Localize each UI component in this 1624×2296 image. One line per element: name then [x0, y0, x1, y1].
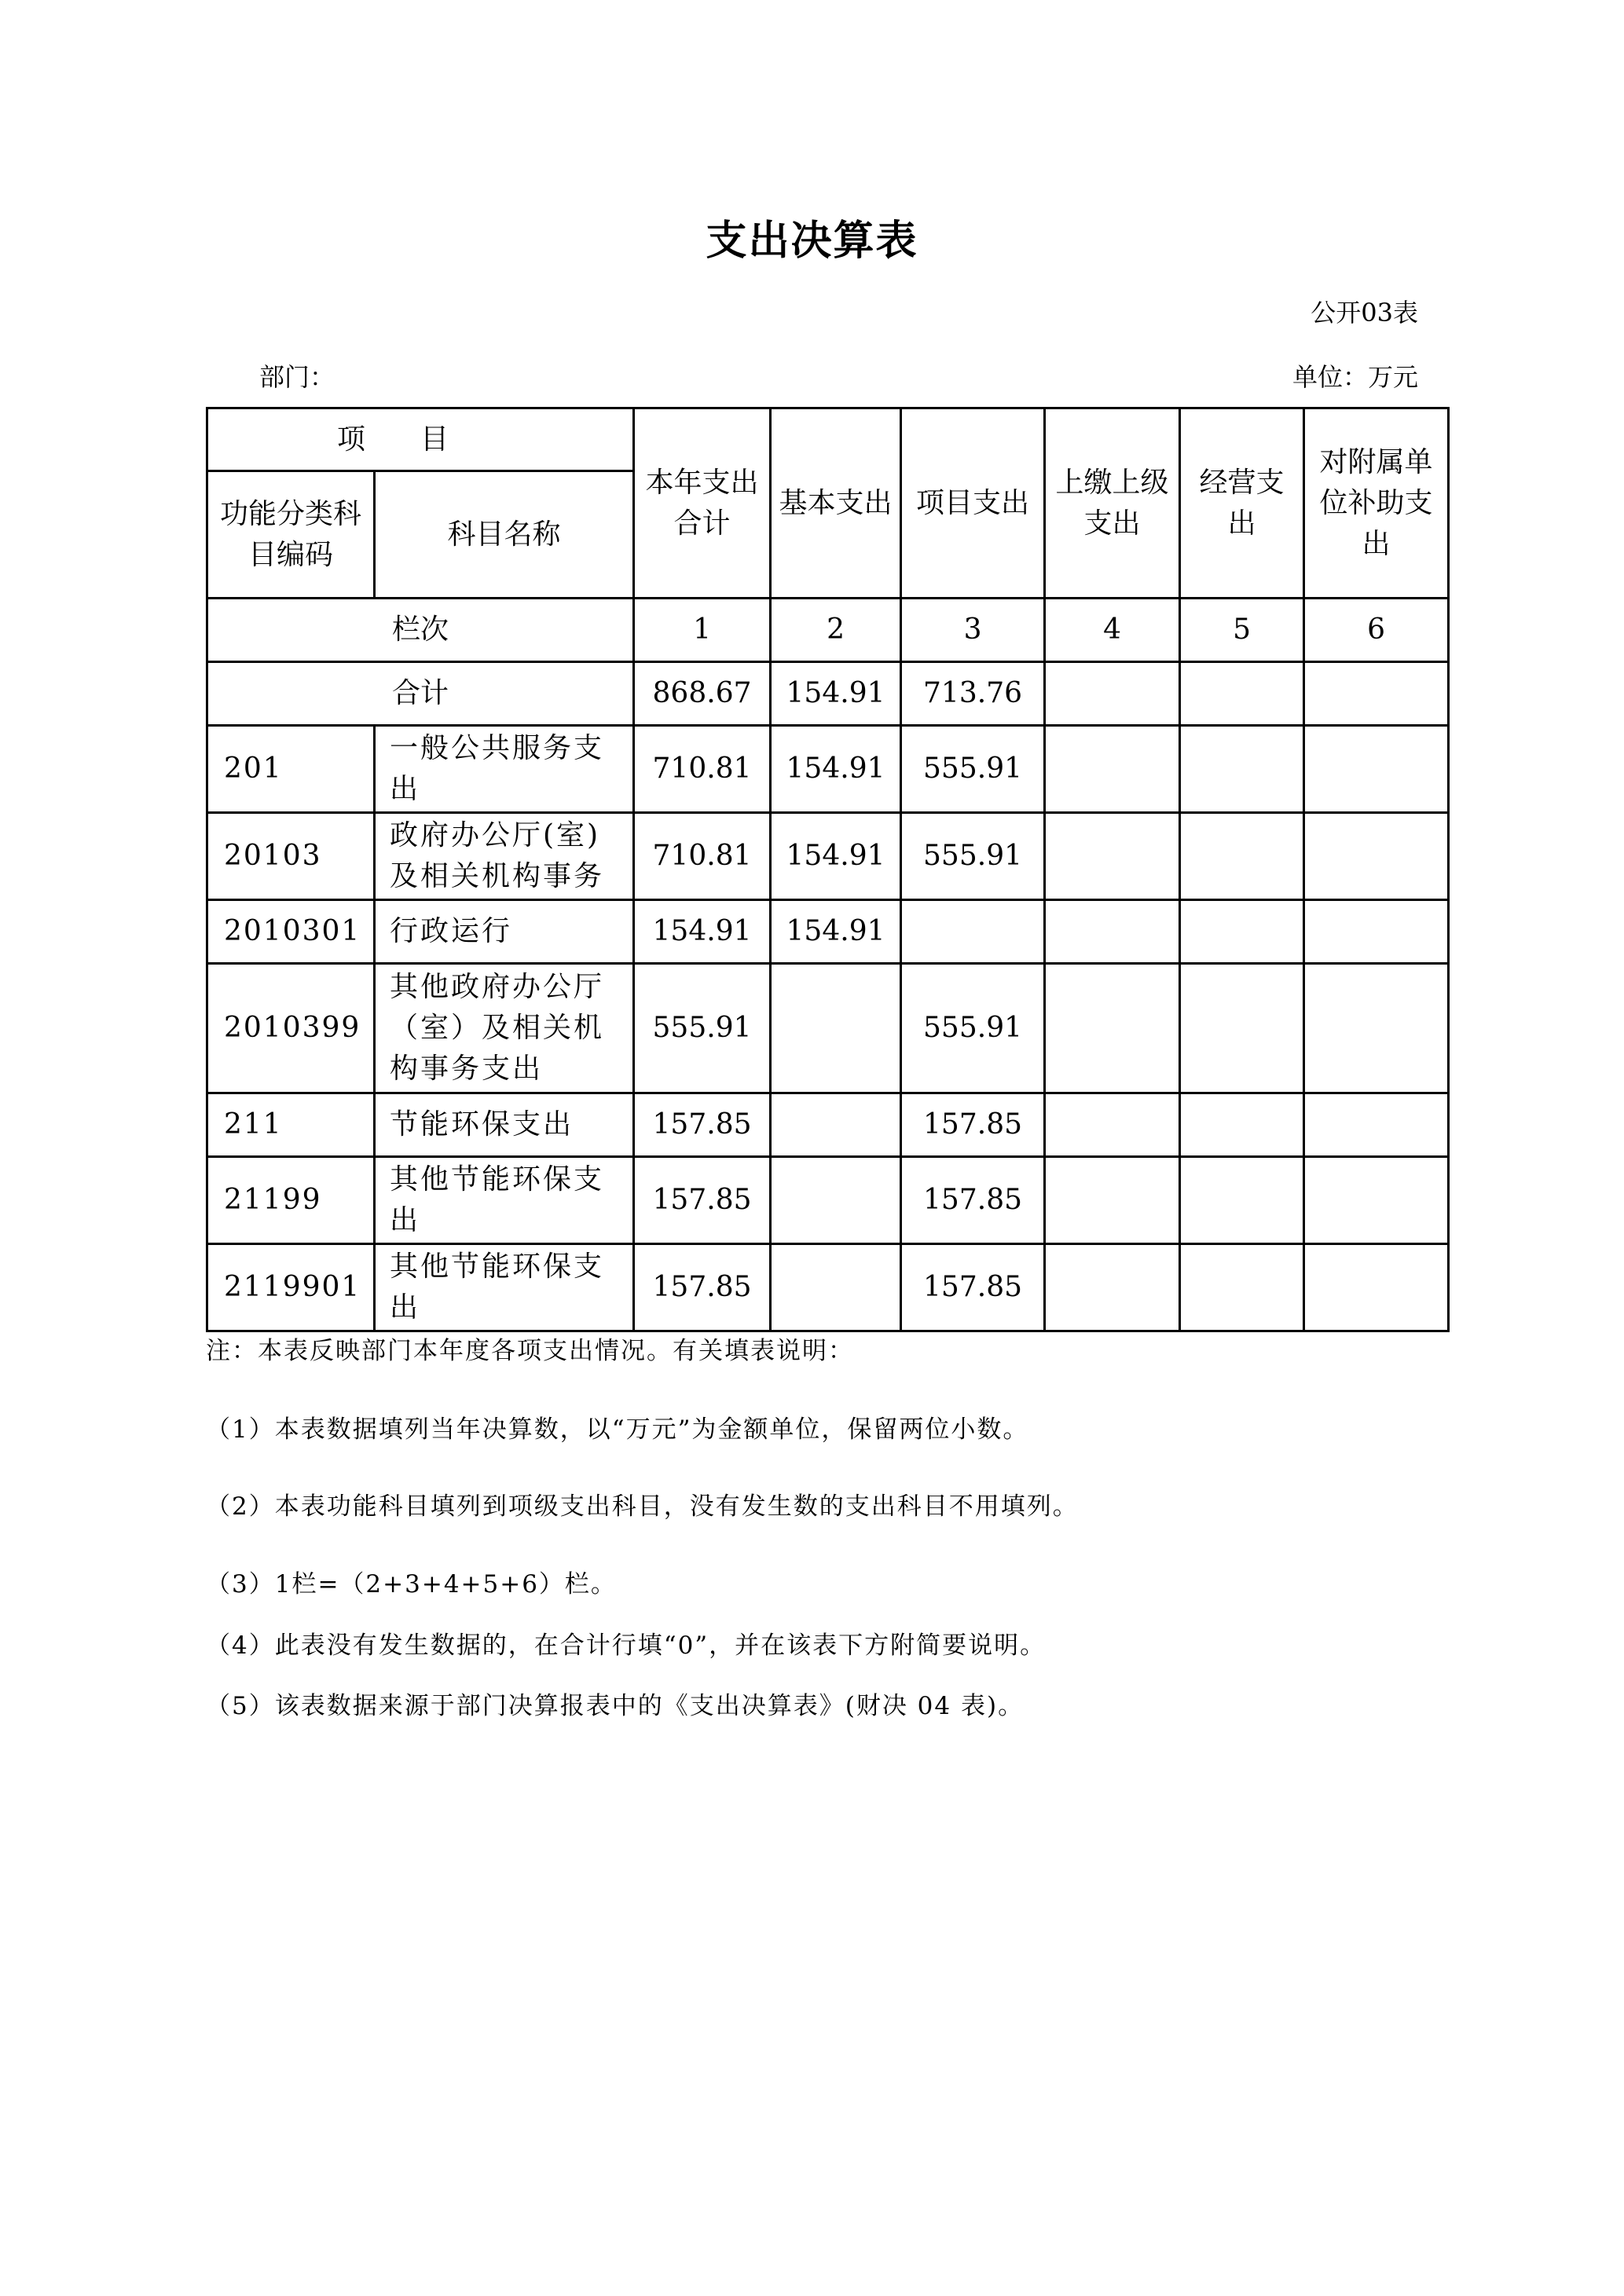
row-name: 其他节能环保支出 — [375, 1244, 634, 1331]
note-item-3: （3）1栏=（2+3+4+5+6）栏。 — [206, 1570, 617, 1598]
header-item-label: 项目 — [337, 423, 504, 456]
row-value-5 — [1180, 813, 1304, 900]
row-value-6 — [1304, 1157, 1449, 1244]
row-value-1: 710.81 — [634, 726, 771, 813]
row-value-1: 154.91 — [634, 900, 771, 964]
column-index-5: 5 — [1180, 599, 1304, 662]
header-subject-name: 科目名称 — [375, 471, 634, 599]
row-value-6 — [1304, 900, 1449, 964]
row-name: 其他节能环保支出 — [375, 1157, 634, 1244]
row-value-5 — [1180, 1157, 1304, 1244]
row-code: 21199 — [207, 1157, 375, 1244]
row-value-2: 154.91 — [771, 900, 901, 964]
row-value-5 — [1180, 964, 1304, 1093]
note-intro: 注：本表反映部门本年度各项支出情况。有关填表说明： — [206, 1337, 854, 1365]
row-value-3: 157.85 — [901, 1157, 1045, 1244]
column-index-4: 4 — [1045, 599, 1180, 662]
row-value-3 — [901, 900, 1045, 964]
table-row — [207, 900, 1449, 964]
row-value-4 — [1045, 1093, 1180, 1157]
note-item-4: （4）此表没有发生数据的，在合计行填“0”，并在该表下方附简要说明。 — [206, 1631, 1047, 1660]
header-col1: 本年支出合计 — [634, 408, 771, 599]
unit-label: 单位：万元 — [1292, 362, 1418, 392]
table-row — [207, 1244, 1449, 1331]
row-value-2: 154.91 — [771, 813, 901, 900]
note-item-2: （2）本表功能科目填列到项级支出科目，没有发生数的支出科目不用填列。 — [206, 1492, 1079, 1521]
row-value-3: 157.85 — [901, 1093, 1045, 1157]
total-label: 合计 — [207, 662, 634, 726]
header-item — [207, 408, 634, 471]
total-value-3: 713.76 — [901, 662, 1045, 726]
header-col3: 项目支出 — [901, 408, 1045, 599]
column-index-2: 2 — [771, 599, 901, 662]
form-code: 公开03表 — [1311, 298, 1418, 328]
row-value-3: 555.91 — [901, 726, 1045, 813]
row-value-5 — [1180, 900, 1304, 964]
row-name: 政府办公厅(室)及相关机构事务 — [375, 813, 634, 900]
row-name: 节能环保支出 — [375, 1093, 634, 1157]
header-func-code: 功能分类科目编码 — [207, 471, 375, 599]
row-value-1: 157.85 — [634, 1157, 771, 1244]
row-value-1: 555.91 — [634, 964, 771, 1093]
column-index-3: 3 — [901, 599, 1045, 662]
department-label: 部门： — [259, 362, 335, 392]
row-value-6 — [1304, 1244, 1449, 1331]
total-value-4 — [1045, 662, 1180, 726]
row-value-3: 157.85 — [901, 1244, 1045, 1331]
row-value-6 — [1304, 1093, 1449, 1157]
row-value-4 — [1045, 726, 1180, 813]
column-index-1: 1 — [634, 599, 771, 662]
row-value-5 — [1180, 1244, 1304, 1331]
row-name: 一般公共服务支出 — [375, 726, 634, 813]
row-name: 其他政府办公厅（室）及相关机构事务支出 — [375, 964, 634, 1093]
row-code: 201 — [207, 726, 375, 813]
total-value-6 — [1304, 662, 1449, 726]
row-code: 2010399 — [207, 964, 375, 1093]
row-value-4 — [1045, 964, 1180, 1093]
row-value-1: 157.85 — [634, 1093, 771, 1157]
table-row — [207, 964, 1449, 1093]
row-code: 211 — [207, 1093, 375, 1157]
row-value-2 — [771, 1157, 901, 1244]
total-value-1: 868.67 — [634, 662, 771, 726]
row-value-3: 555.91 — [901, 813, 1045, 900]
header-col6: 对附属单位补助支出 — [1304, 408, 1449, 599]
header-col5: 经营支出 — [1180, 408, 1304, 599]
table-row — [207, 1157, 1449, 1244]
total-value-5 — [1180, 662, 1304, 726]
row-value-2 — [771, 1093, 901, 1157]
column-index-label: 栏次 — [207, 599, 634, 662]
header-col2: 基本支出 — [771, 408, 901, 599]
expenditure-table — [206, 407, 1450, 1332]
row-value-3: 555.91 — [901, 964, 1045, 1093]
total-value-2: 154.91 — [771, 662, 901, 726]
row-value-2: 154.91 — [771, 726, 901, 813]
page-title: 支出决算表 — [706, 217, 918, 265]
total-row — [207, 662, 1449, 726]
row-value-4 — [1045, 813, 1180, 900]
row-value-6 — [1304, 726, 1449, 813]
note-item-1: （1）本表数据填列当年决算数，以“万元”为金额单位，保留两位小数。 — [206, 1415, 1029, 1444]
row-code: 20103 — [207, 813, 375, 900]
row-value-2 — [771, 1244, 901, 1331]
row-value-1: 710.81 — [634, 813, 771, 900]
row-value-4 — [1045, 1157, 1180, 1244]
table-row — [207, 1093, 1449, 1157]
note-item-5: （5）该表数据来源于部门决算报表中的《支出决算表》(财决 04 表)。 — [206, 1692, 1025, 1720]
table-row — [207, 813, 1449, 900]
row-value-5 — [1180, 1093, 1304, 1157]
row-value-1: 157.85 — [634, 1244, 771, 1331]
row-name: 行政运行 — [375, 900, 634, 964]
header-col4: 上缴上级支出 — [1045, 408, 1180, 599]
column-index-6: 6 — [1304, 599, 1449, 662]
row-value-4 — [1045, 1244, 1180, 1331]
row-code: 2010301 — [207, 900, 375, 964]
row-code: 2119901 — [207, 1244, 375, 1331]
table-row — [207, 726, 1449, 813]
row-value-6 — [1304, 964, 1449, 1093]
row-value-6 — [1304, 813, 1449, 900]
row-value-5 — [1180, 726, 1304, 813]
row-value-2 — [771, 964, 901, 1093]
row-value-4 — [1045, 900, 1180, 964]
